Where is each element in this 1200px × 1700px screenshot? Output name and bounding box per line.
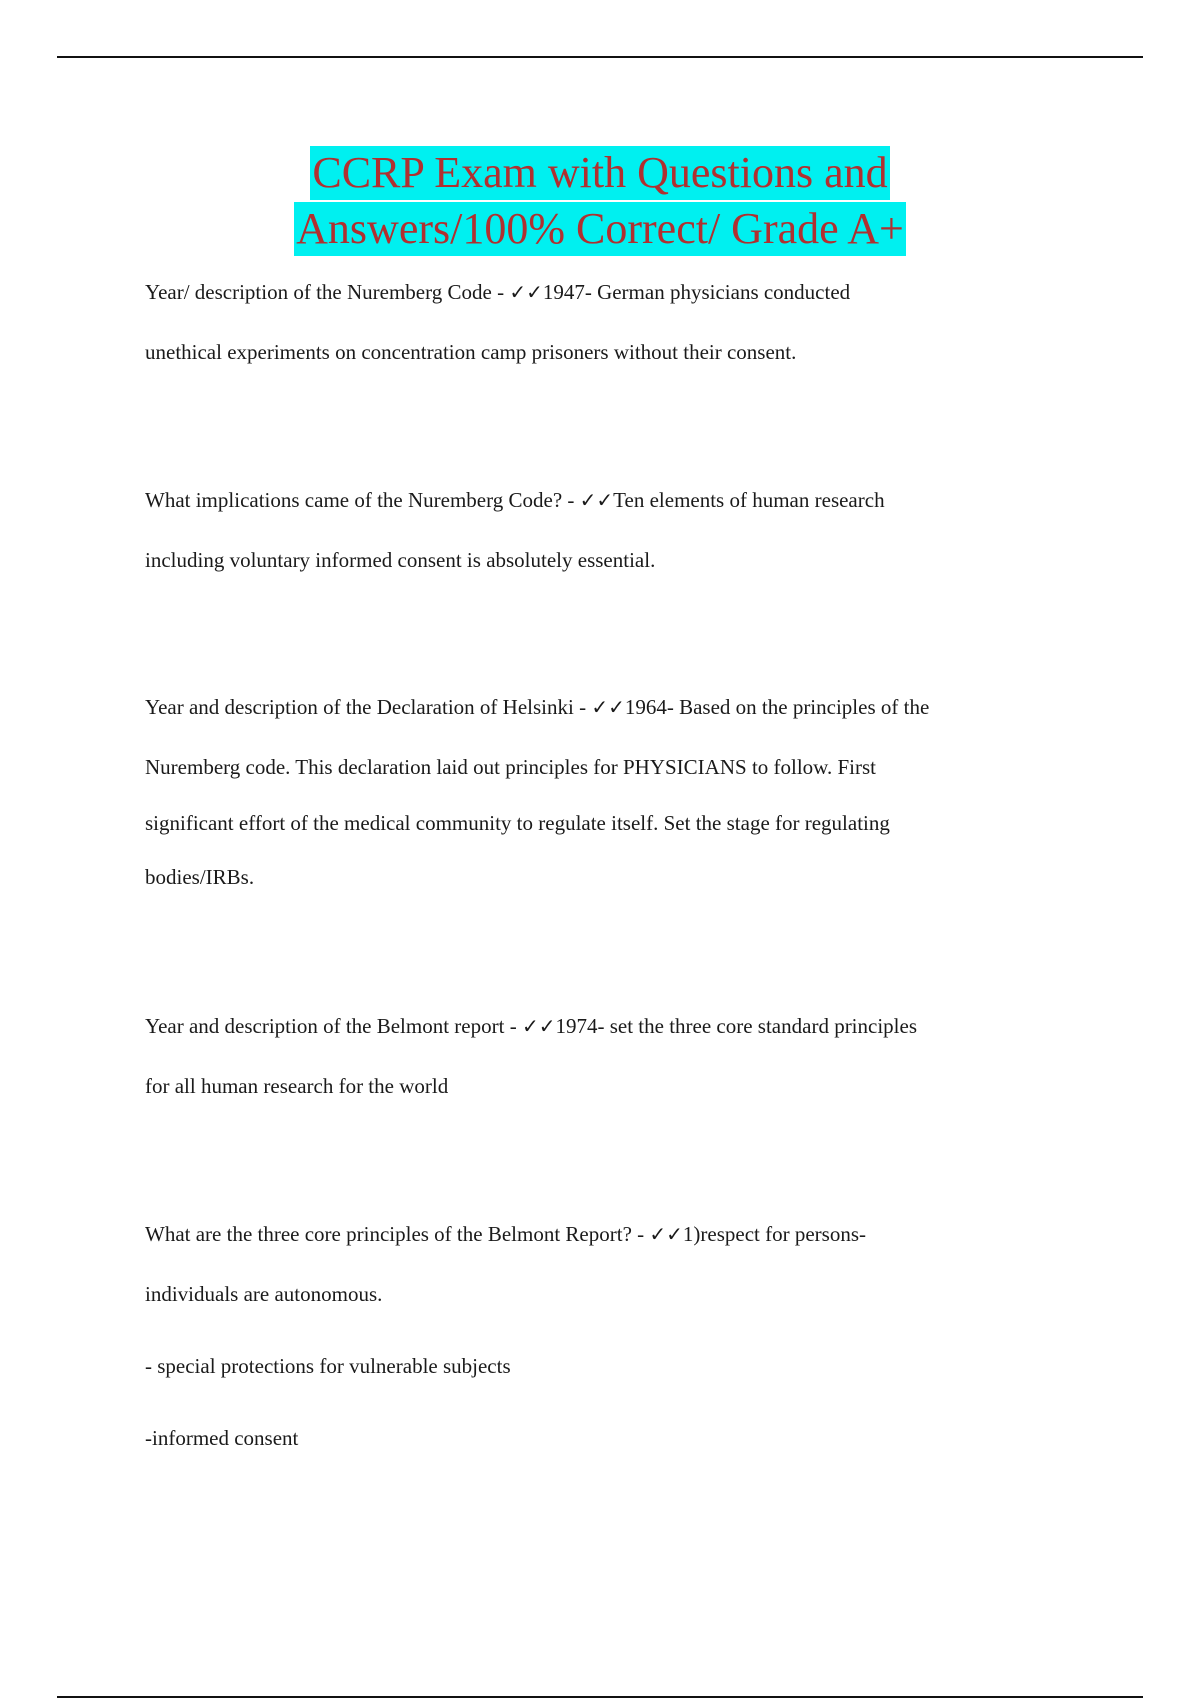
answer-text: 1964- Based on the principles of the [624, 695, 930, 719]
qa-item-belmont-year [145, 996, 1065, 1116]
qa-item-helsinki [145, 677, 1065, 907]
answer-text: -informed consent [145, 1426, 299, 1450]
check-icon: ✓✓ [521, 1014, 556, 1038]
check-icon: ✓✓ [579, 488, 614, 512]
answer-text: Ten elements of human research [613, 488, 885, 512]
qa-item-nuremberg-year [145, 262, 1065, 382]
answer-text: for all human research for the world [145, 1074, 449, 1098]
answer-text: including voluntary informed consent is absolutely essential. [145, 548, 656, 572]
qa-item-nuremberg-implications [145, 470, 1065, 590]
question-text: What implications came of the Nuremberg Code? - [145, 488, 580, 512]
check-icon: ✓✓ [649, 1222, 683, 1246]
answer-text: 1)respect for persons- [682, 1222, 866, 1246]
bottom-rule [57, 1696, 1143, 1698]
answer-text: unethical experiments on concentration camp prisoners without their consent. [145, 340, 797, 364]
check-icon: ✓✓ [509, 280, 543, 304]
answer-text: Nuremberg code. This declaration laid out principles for PHYSICIANS to follow. First [145, 755, 877, 779]
question-text: Year and description of the Belmont report - [145, 1014, 522, 1038]
check-icon: ✓✓ [591, 695, 625, 719]
qa-item-belmont-principles [145, 1204, 1065, 1468]
answer-text: 1947- German physicians conducted [542, 280, 851, 304]
answer-text: 1974- set the three core standard principles [555, 1014, 918, 1038]
title-line-2: Answers/100% Correct/ Grade A+ [294, 202, 906, 256]
answer-text: bodies/IRBs. [145, 865, 255, 889]
top-rule [57, 56, 1143, 58]
document-title [0, 146, 1200, 258]
title-line-1: CCRP Exam with Questions and [310, 146, 889, 200]
question-text: Year/ description of the Nuremberg Code - [145, 280, 510, 304]
answer-text: - special protections for vulnerable subjects [145, 1354, 511, 1378]
answer-text: significant effort of the medical community to regulate itself. Set the stage for regulating [145, 811, 890, 835]
question-text: What are the three core principles of the Belmont Report? - [145, 1222, 650, 1246]
question-text: Year and description of the Declaration of Helsinki - [145, 695, 592, 719]
answer-text: individuals are autonomous. [145, 1282, 383, 1306]
